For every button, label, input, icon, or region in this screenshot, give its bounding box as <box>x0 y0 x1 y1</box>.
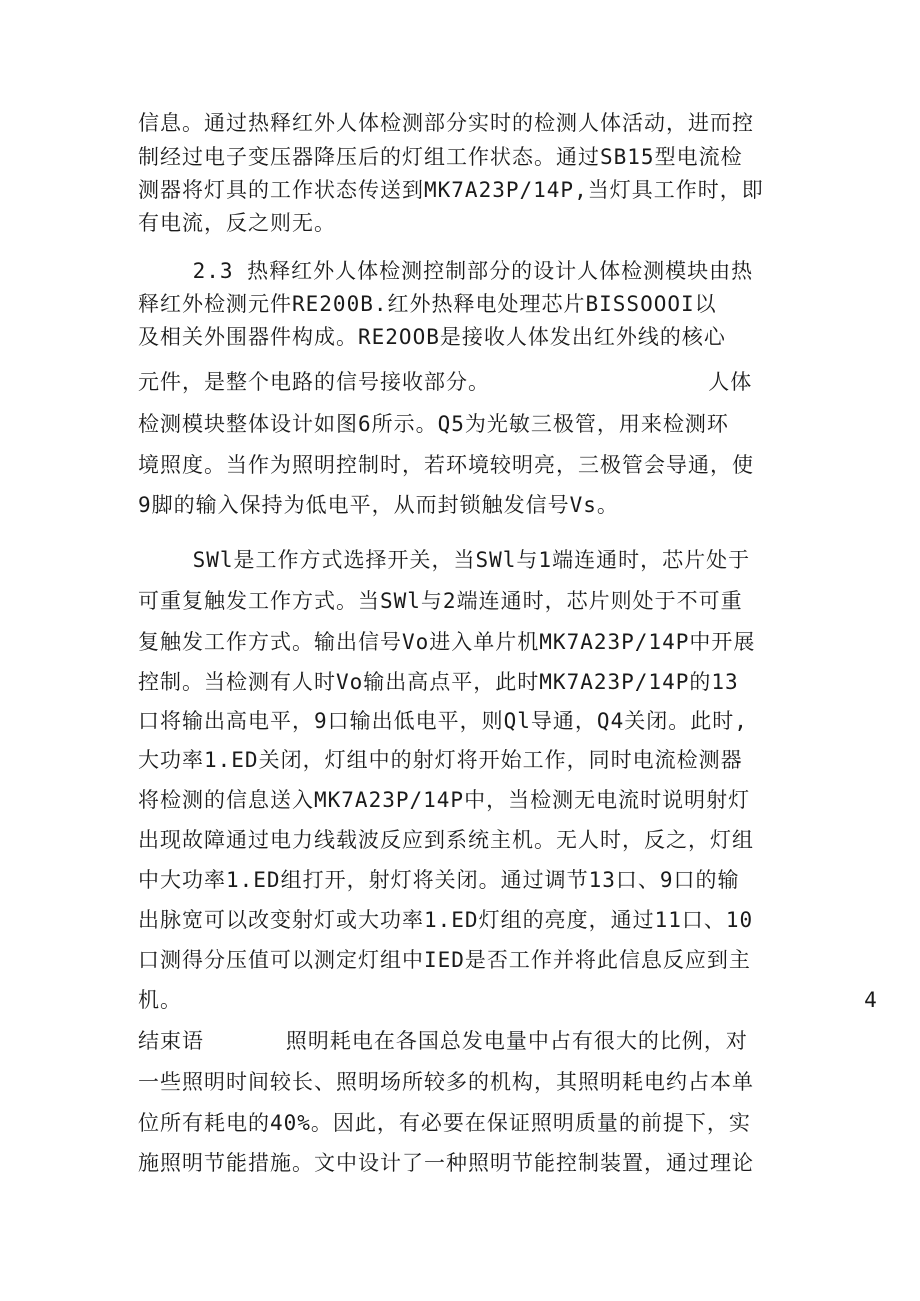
text-line: 信息。通过热释红外人体检测部分实时的检测人体活动，进而控 <box>138 111 754 135</box>
text-line: 复触发工作方式。输出信号Vo进入单片机MK7A23P/14P中开展 <box>138 630 756 654</box>
text-line: 测器将灯具的工作状态传送到MK7A23P/14P,当灯具工作时，即 <box>138 178 764 202</box>
text-line: 境照度。当作为照明控制时，若环境较明亮，三极管会导通，使 <box>138 453 754 477</box>
text-line: 检测模块整体设计如图6所示。Q5为光敏三极管，用来检测环 <box>138 412 729 436</box>
text-line: 大功率1.ED关闭，灯组中的射灯将开始工作，同时电流检测器 <box>138 748 743 772</box>
text-line: 出现故障通过电力线载波反应到系统主机。无人时，反之，灯组 <box>138 828 754 852</box>
text-line: 出脉宽可以改变射灯或大功率1.ED灯组的亮度，通过11口、10 <box>138 908 754 932</box>
text-line: 2.3 热释红外人体检测控制部分的设计人体检测模块由热 <box>138 259 754 283</box>
text-line: 口测得分压值可以测定灯组中IED是否工作并将此信息反应到主 <box>138 948 751 972</box>
text-line: 结束语 照明耗电在各国总发电量中占有很大的比例，对 <box>138 1029 748 1053</box>
text-line: 位所有耗电的40%。因此，有必要在保证照明质量的前提下，实 <box>138 1111 751 1135</box>
text-line: 中大功率1.ED组打开，射灯将关闭。通过调节13口、9口的输 <box>138 868 740 892</box>
text-line: 有电流，反之则无。 <box>138 211 336 235</box>
text-line: 施照明节能措施。文中设计了一种照明节能控制装置，通过理论 <box>138 1151 754 1175</box>
text-line: 控制。当检测有人时Vo输出高点平，此时MK7A23P/14P的13 <box>138 670 739 694</box>
text-line: 可重复触发工作方式。当SWl与2端连通时，芯片则处于不可重 <box>138 589 743 613</box>
text-line: 9脚的输入保持为低电平，从而封锁触发信号Vs。 <box>138 493 619 517</box>
text-line: 将检测的信息送入MK7A23P/14P中，当检测无电流时说明射灯 <box>138 788 751 812</box>
text-line: 制经过电子变压器降压后的灯组工作状态。通过SB15型电流检 <box>138 145 743 169</box>
text-line: 一些照明时间较长、照明场所较多的机构，其照明耗电约占本单 <box>138 1070 754 1094</box>
text-line: 口将输出高电平，9口输出低电平，则Ql导通，Q4关闭。此时, <box>138 709 748 733</box>
text-line: 机。 4 <box>138 988 878 1012</box>
text-line: 及相关外围器件构成。RE2OOB是接收人体发出红外线的核心 <box>138 325 726 349</box>
text-line: 元件，是整个电路的信号接收部分。 人体 <box>138 370 753 394</box>
text-line: 释红外检测元件RE200B.红外热释电处理芯片BISSOOOI以 <box>138 292 717 316</box>
text-line: SWl是工作方式选择开关，当SWl与1端连通时，芯片处于 <box>138 548 751 572</box>
